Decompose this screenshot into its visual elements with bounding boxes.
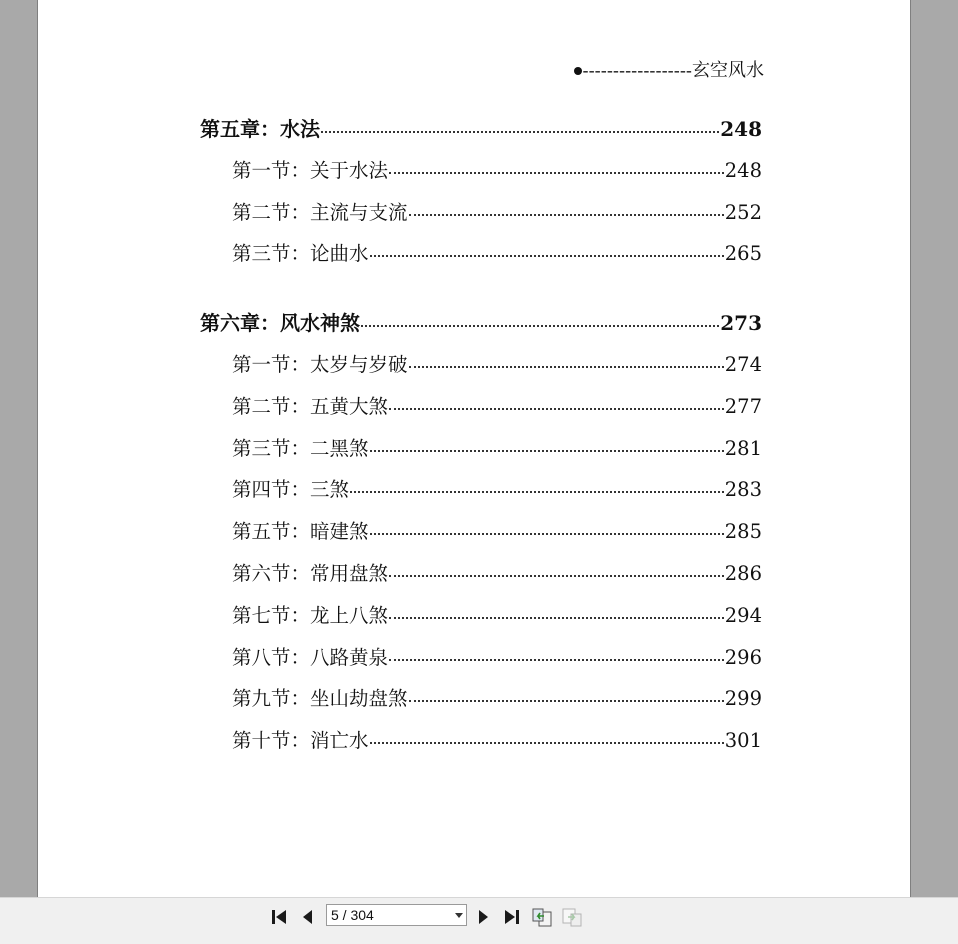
toc-page-number: 273	[720, 311, 762, 336]
toc-section-title: 第二节：五黄大煞	[232, 394, 389, 418]
go-forward-view-icon	[561, 906, 583, 928]
toc-section-title: 第一节：关于水法	[232, 158, 389, 182]
toc-section[interactable]	[200, 238, 762, 280]
toc-page-number: 277	[724, 394, 762, 418]
toc-section-title: 第三节：二黑煞	[232, 436, 369, 460]
toc-section-title: 第一节：太岁与岁破	[232, 352, 408, 376]
chevron-down-icon	[452, 913, 466, 918]
toc-page-number: 285	[724, 520, 762, 544]
dot-leader	[370, 450, 724, 452]
table-of-contents	[200, 113, 762, 767]
toc-page-number: 248	[724, 158, 762, 182]
dot-leader	[370, 742, 724, 744]
header-book-title: 玄空风水	[692, 60, 764, 81]
dot-leader	[389, 617, 724, 619]
dot-leader	[370, 255, 724, 257]
last-page-icon	[501, 908, 521, 926]
toc-section-title: 第六节：常用盘煞	[232, 561, 389, 585]
toc-page-number: 299	[724, 687, 762, 711]
dot-leader	[361, 325, 719, 327]
toc-section-title: 第二节：主流与支流	[232, 200, 408, 224]
toc-section[interactable]	[200, 600, 762, 642]
toc-page-number: 265	[724, 242, 762, 266]
toc-section[interactable]	[200, 683, 762, 725]
toc-section-title: 第四节：三煞	[232, 478, 350, 502]
toc-chapter-title: 第五章：水法	[200, 117, 320, 141]
toc-section[interactable]	[200, 155, 762, 197]
dot-leader	[370, 533, 724, 535]
document-page	[37, 0, 911, 897]
running-header	[574, 56, 764, 82]
go-forward-view-button[interactable]	[560, 902, 584, 932]
toc-section[interactable]	[200, 197, 762, 239]
toc-section[interactable]	[200, 433, 762, 475]
dot-leader	[409, 366, 724, 368]
toc-page-number: 294	[724, 603, 762, 627]
toc-section[interactable]	[200, 391, 762, 433]
toc-page-number: 301	[724, 729, 762, 753]
first-page-icon	[270, 908, 290, 926]
toc-section[interactable]	[200, 516, 762, 558]
toc-section[interactable]	[200, 642, 762, 684]
toc-section-title: 第七节：龙上八煞	[232, 603, 389, 627]
page-indicator: 5 / 304	[331, 907, 374, 923]
dot-leader	[321, 131, 719, 133]
previous-page-icon	[300, 908, 316, 926]
toc-section[interactable]	[200, 349, 762, 391]
toc-chapter[interactable]	[200, 307, 762, 349]
dot-leader	[389, 172, 724, 174]
page-number-select[interactable]	[326, 904, 467, 926]
next-page-button[interactable]	[471, 902, 495, 932]
toc-section[interactable]	[200, 725, 762, 767]
toc-section-title: 第九节：坐山劫盘煞	[232, 687, 408, 711]
previous-page-button[interactable]	[296, 902, 320, 932]
toc-chapter[interactable]	[200, 113, 762, 155]
toc-section[interactable]	[200, 474, 762, 516]
next-page-icon	[475, 908, 491, 926]
toc-section-title: 第三节：论曲水	[232, 242, 369, 266]
dot-leader	[350, 491, 724, 493]
toc-page-number: 283	[724, 478, 762, 502]
bullet-icon	[574, 67, 582, 75]
toc-page-number: 296	[724, 645, 762, 669]
toc-page-number: 286	[724, 561, 762, 585]
dot-leader	[389, 575, 724, 577]
toc-page-number: 281	[724, 436, 762, 460]
go-back-view-icon	[531, 906, 553, 928]
toc-section[interactable]	[200, 558, 762, 600]
toc-chapter-title: 第六章：风水神煞	[200, 311, 360, 336]
toc-page-number: 274	[724, 352, 762, 376]
toc-page-number: 252	[724, 200, 762, 224]
header-dashes: ------------------	[582, 60, 692, 82]
dot-leader	[389, 408, 724, 410]
toc-section-title: 第八节：八路黄泉	[232, 645, 389, 669]
last-page-button[interactable]	[499, 902, 523, 932]
first-page-button[interactable]	[268, 902, 292, 932]
toc-page-number: 248	[720, 117, 762, 141]
dot-leader	[409, 700, 724, 702]
toc-section-title: 第十节：消亡水	[232, 729, 369, 753]
toc-section-title: 第五节：暗建煞	[232, 520, 369, 544]
dot-leader	[389, 659, 724, 661]
go-back-view-button[interactable]	[530, 902, 554, 932]
dot-leader	[409, 214, 724, 216]
